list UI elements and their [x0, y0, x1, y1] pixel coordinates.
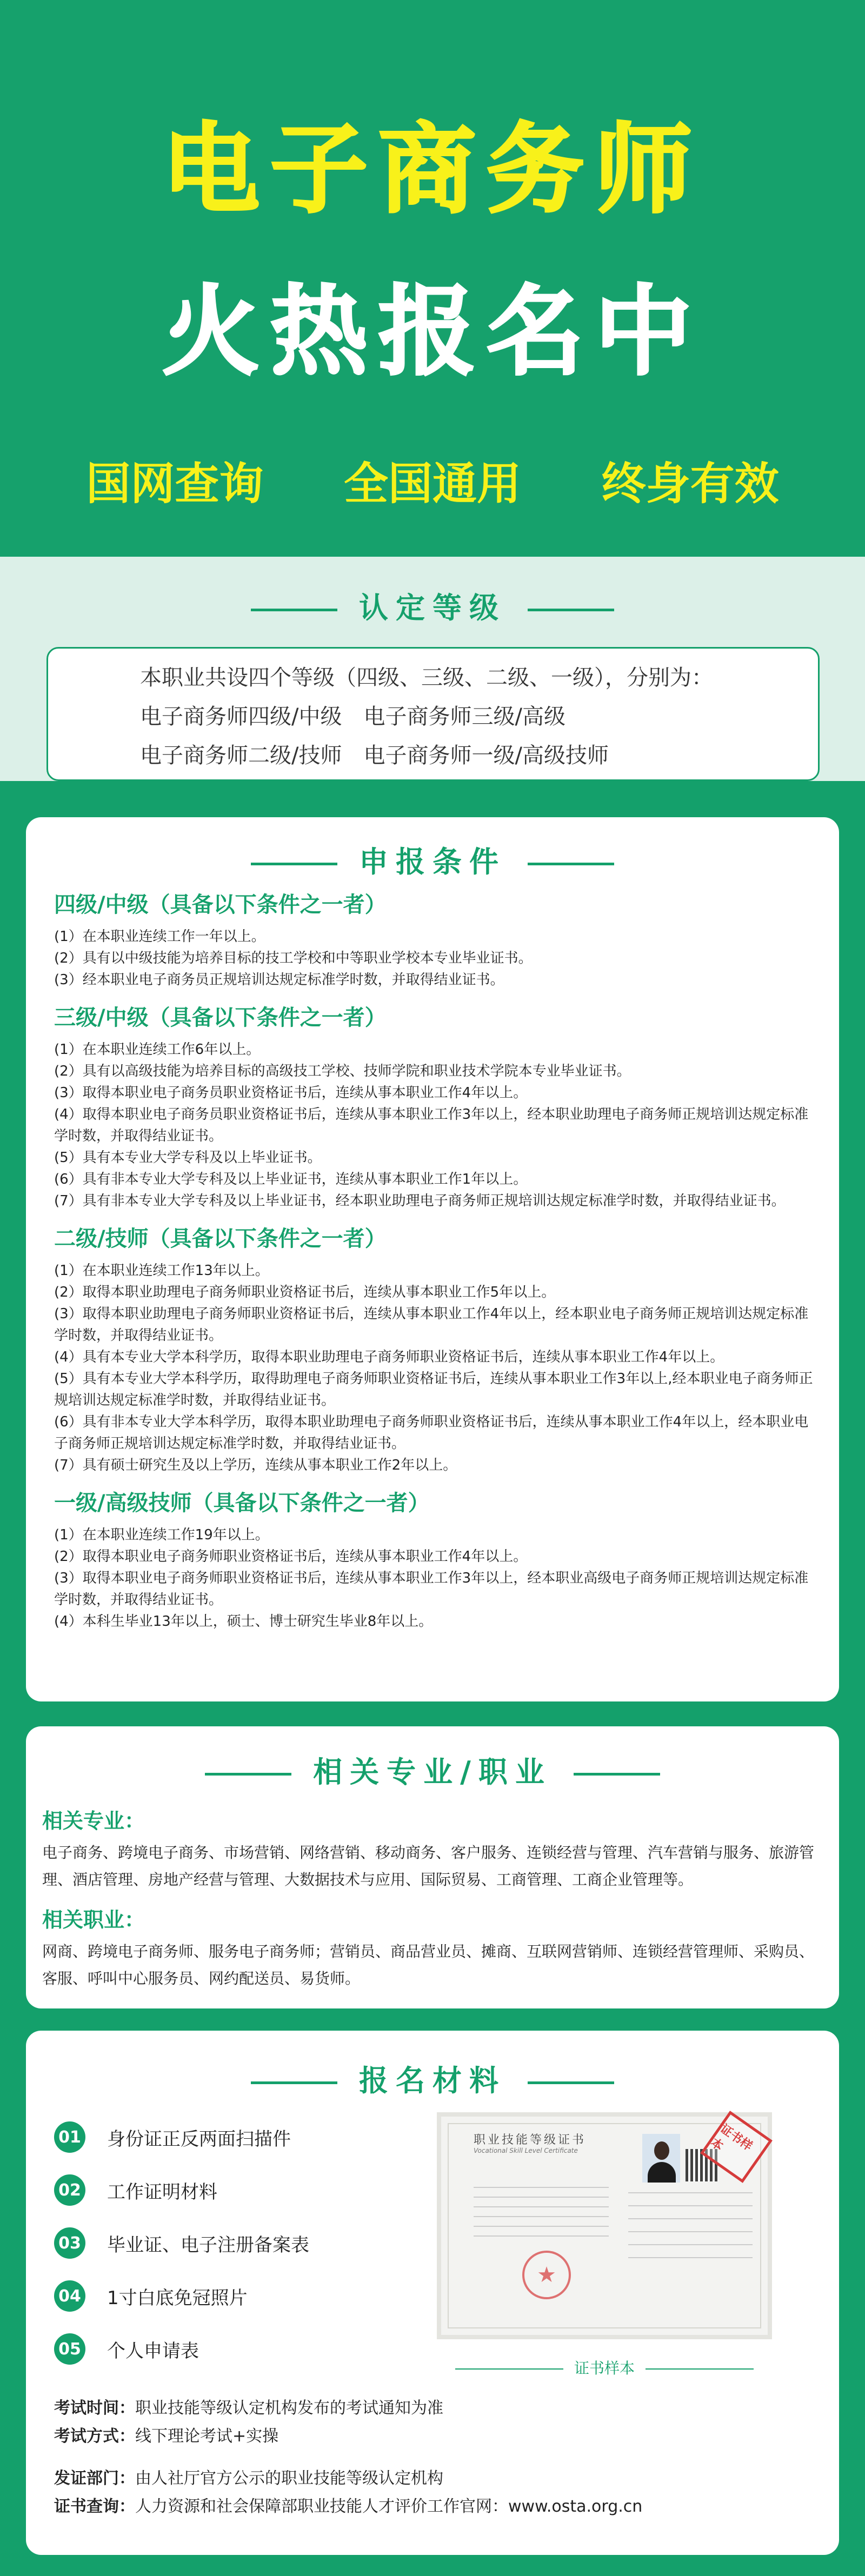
- hero-tag: 国网查询: [86, 458, 264, 510]
- condition-item: (3）取得本职业电子商务员职业资格证书后，连续从事本职业工作4年以上。: [54, 1085, 528, 1101]
- heading-line: [251, 609, 337, 611]
- list-item: [54, 2323, 432, 2375]
- condition-item: (2）具有以中级技能为培养目标的技工学校和中等职业学校本专业毕业证书。: [54, 950, 533, 966]
- group-title: 三级/中级（具备以下条件之一者）: [54, 1005, 387, 1030]
- jobs-text: 网商、跨境电子商务师、服务电子商务师；营销员、商品营业员、摊商、互联网营销师、连锁经营管理师、采购员、客服、呼叫中心服务员、网约配送员、易货师。: [42, 1943, 815, 1987]
- condition-item: (1）在本职业连续工作6年以上。: [54, 1042, 261, 1058]
- condition-item: (4）本科生毕业13年以上，硕士、博士研究生毕业8年以上。: [54, 1613, 433, 1630]
- condition-item: (1）在本职业连续工作一年以上。: [54, 929, 265, 945]
- condition-item: (2）取得本职业助理电子商务师职业资格证书后，连续从事本职业工作5年以上。: [54, 1284, 556, 1300]
- levels-line: 电子商务师二级/技师 电子商务师一级/高级技师: [140, 743, 609, 768]
- conditions-card: [26, 817, 839, 1701]
- material-text: 毕业证、电子注册备案表: [107, 2234, 309, 2256]
- exam-mode-line: 考试方式：线下理论考试+实操: [54, 2427, 279, 2446]
- hero-title-line2: 火热报名中: [162, 276, 703, 389]
- condition-item: (3）取得本职业助理电子商务师职业资格证书后，连续从事本职业工作4年以上，经本职业电子商务师正规培训达规定标准学时数，并取得结业证书。: [54, 1306, 809, 1344]
- heading-line: [528, 863, 614, 865]
- levels-intro: 本职业共设四个等级（四级、三级、二级、一级），分别为：: [140, 665, 713, 690]
- hero-tag: 终身有效: [601, 458, 779, 510]
- condition-item: (5）具有本专业大学本科学历，取得助理电子商务师职业资格证书后，连续从事本职业工作3年以上,经本职业电子商务师正规培训达规定标准学时数，并取得结业证书。: [54, 1371, 813, 1409]
- material-text: 工作证明材料: [107, 2181, 217, 2203]
- materials-list: [54, 2111, 432, 2375]
- group-title: 一级/高级技师（具备以下条件之一者）: [54, 1491, 430, 1516]
- number-badge: 04: [54, 2280, 85, 2312]
- group-title: 四级/中级（具备以下条件之一者）: [54, 892, 387, 917]
- certificate-caption: 证书样本: [437, 2357, 772, 2378]
- exam-time-line: 考试时间：职业技能等级认定机构发布的考试通知为准: [54, 2399, 443, 2418]
- hero-tags: [0, 449, 865, 512]
- query-line: 证书查询：人力资源和社会保障部职业技能人才评价工作官网：www.osta.org.cn: [54, 2497, 643, 2516]
- group-title: 二级/技师（具备以下条件之一者）: [54, 1226, 387, 1251]
- conditions-body: [54, 887, 822, 1632]
- certificate-sample-image: [437, 2112, 772, 2339]
- materials-heading: 报名材料: [0, 2058, 865, 2099]
- condition-item: (5）具有本专业大学专科及以上毕业证书。: [54, 1150, 322, 1166]
- condition-item: (4）取得本职业电子商务员职业资格证书后，连续从事本职业工作3年以上，经本职业助理电子商务师正规培训达规定标准学时数，并取得结业证书。: [54, 1106, 809, 1144]
- heading-line: [528, 609, 614, 611]
- levels-heading: 认定等级: [0, 585, 865, 626]
- conditions-heading: 申报条件: [0, 839, 865, 880]
- condition-item: (7）具有非本专业大学专科及以上毕业证书，经本职业助理电子商务师正规培训达规定标准学时数，并取得结业证书。: [54, 1193, 786, 1209]
- certificate-fields: [628, 2192, 753, 2270]
- levels-line: 电子商务师四级/中级 电子商务师三级/高级: [140, 704, 565, 729]
- certificate-subtitle: Vocational Skill Level Certificate: [474, 2147, 578, 2154]
- majors-heading: 相关专业/职业: [0, 1749, 865, 1791]
- heading-line: [574, 1773, 660, 1776]
- certificate-text-lines: [474, 2187, 609, 2245]
- heading-line: [528, 2081, 614, 2084]
- list-item: [54, 2270, 432, 2323]
- jobs-label: 相关职业：: [42, 1908, 145, 1932]
- list-item: [54, 2111, 432, 2164]
- list-item: [54, 2164, 432, 2217]
- number-badge: 05: [54, 2333, 85, 2365]
- majors-card: [26, 1726, 839, 2008]
- number-badge: 01: [54, 2121, 85, 2153]
- condition-item: (7）具有硕士研究生及以上学历，连续从事本职业工作2年以上。: [54, 1457, 457, 1473]
- condition-item: (1）在本职业连续工作19年以上。: [54, 1527, 269, 1543]
- levels-box: [46, 647, 820, 781]
- condition-item: (1）在本职业连续工作13年以上。: [54, 1263, 269, 1279]
- condition-item: (2）取得本职业电子商务师职业资格证书后，连续从事本职业工作4年以上。: [54, 1549, 528, 1565]
- condition-item: (4）具有本专业大学本科学历，取得本职业助理电子商务师职业资格证书后，连续从事本职业工作4年以上。: [54, 1349, 724, 1365]
- hero-title-line1: 电子商务师: [162, 114, 703, 226]
- seal-icon: ★: [522, 2251, 571, 2299]
- issuer-line: 发证部门：由人社厅官方公示的职业技能等级认定机构: [54, 2469, 443, 2488]
- majors-label: 相关专业：: [42, 1809, 145, 1833]
- material-text: 1寸白底免冠照片: [107, 2287, 248, 2309]
- hero-banner: [0, 0, 865, 557]
- portrait-photo: [642, 2134, 680, 2183]
- number-badge: 03: [54, 2227, 85, 2259]
- hero-tag: 全国通用: [343, 458, 521, 510]
- condition-item: (6）具有非本专业大学本科学历，取得本职业助理电子商务师职业资格证书后，连续从事本职业工作4年以上，经本职业电子商务师正规培训达规定标准学时数，并取得结业证书。: [54, 1414, 809, 1452]
- condition-item: (2）具有以高级技能为培养目标的高级技工学校、技师学院和职业技术学院本专业毕业证书。: [54, 1063, 631, 1079]
- list-item: [54, 2217, 432, 2270]
- majors-text: 电子商务、跨境电子商务、市场营销、网络营销、移动商务、客户服务、连锁经营与管理、汽车营销与服务、旅游管理、酒店管理、房地产经营与管理、大数据技术与应用、国际贸易、工商管理、工商企业管理等。: [42, 1844, 815, 1888]
- condition-item: (3）经本职业电子商务员正规培训达规定标准学时数，并取得结业证书。: [54, 972, 504, 988]
- condition-item: (6）具有非本专业大学专科及以上毕业证书，连续从事本职业工作1年以上。: [54, 1171, 528, 1187]
- heading-line: [205, 1773, 291, 1776]
- heading-line: [251, 2081, 337, 2084]
- number-badge: 02: [54, 2174, 85, 2206]
- material-text: 个人申请表: [107, 2340, 199, 2362]
- sample-stamp: 证书样本: [700, 2111, 773, 2183]
- certificate-title: 职业技能等级证书: [474, 2133, 587, 2147]
- heading-line: [251, 863, 337, 865]
- condition-item: (3）取得本职业电子商务师职业资格证书后，连续从事本职业工作3年以上，经本职业高级电子商务师正规培训达规定标准学时数，并取得结业证书。: [54, 1570, 809, 1608]
- material-text: 身份证正反两面扫描件: [107, 2128, 291, 2150]
